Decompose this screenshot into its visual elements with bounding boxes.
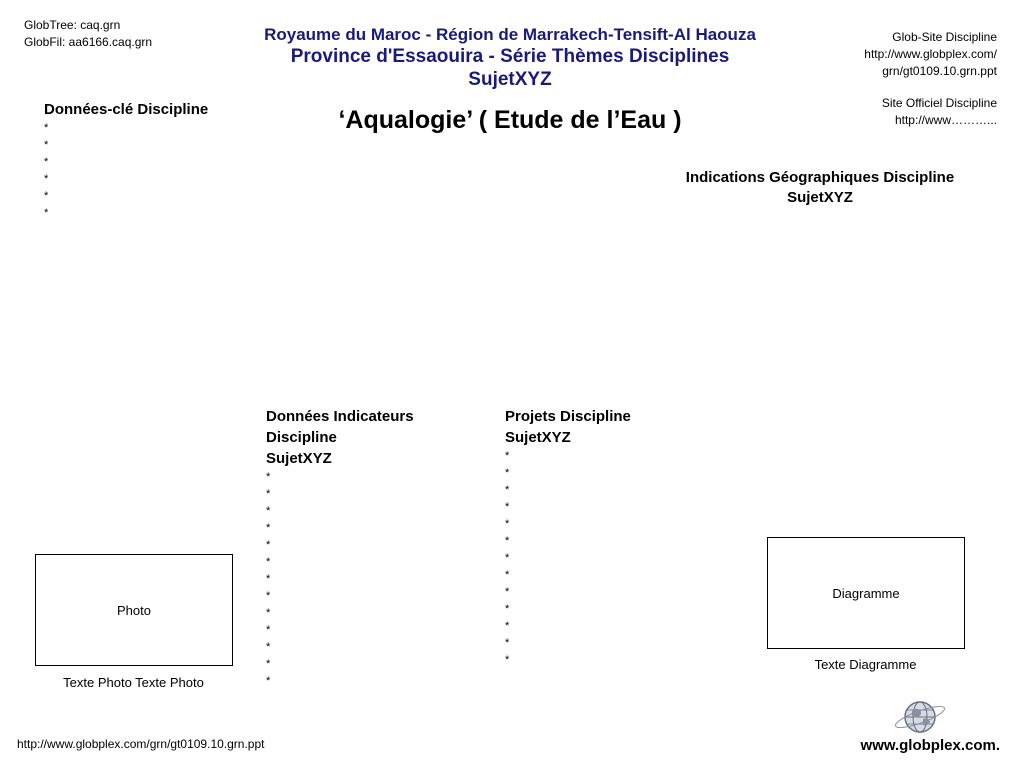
geo-heading: Indications Géographiques Discipline <box>685 169 955 186</box>
list-item: * <box>505 586 510 598</box>
donnees-cle-section <box>44 99 208 222</box>
list-item: * <box>44 173 49 185</box>
list-item: * <box>505 552 510 564</box>
footer-url[interactable]: http://www.globplex.com/grn/gt0109.10.grn.ppt <box>17 737 265 751</box>
list-item: * <box>266 556 271 568</box>
projets-section <box>505 406 631 669</box>
list-item: * <box>44 190 49 202</box>
official-site-url[interactable]: http://www………... <box>894 113 997 127</box>
official-site-label: Site Officiel Discipline <box>881 96 997 110</box>
photo-caption: Texte Photo Texte Photo <box>63 675 204 690</box>
list-item: * <box>505 450 510 462</box>
header-subject: SujetXYZ <box>468 69 552 90</box>
header-province: Province d'Essaouira - Série Thèmes Disciplines <box>290 46 730 67</box>
diagram-label: Diagramme <box>832 585 900 601</box>
list-item: * <box>266 624 271 636</box>
globe-logo-icon <box>890 697 950 737</box>
list-item: * <box>266 641 271 653</box>
list-item: * <box>266 675 271 687</box>
globtree-info <box>24 17 152 51</box>
glob-site-url-part1[interactable]: http://www.globplex.com/ <box>864 47 997 61</box>
donnees-cle-list <box>44 120 208 222</box>
header-region: Royaume du Maroc - Région de Marrakech-Tensift-Al Haouza <box>264 25 756 44</box>
list-item: * <box>266 471 271 483</box>
photo-label: Photo <box>117 602 151 618</box>
list-item: * <box>505 637 510 649</box>
indicateurs-section <box>266 406 414 690</box>
diagram-placeholder <box>767 537 965 649</box>
list-item: * <box>505 569 510 581</box>
list-item: * <box>266 522 271 534</box>
geo-subject: SujetXYZ <box>787 189 853 206</box>
list-item: * <box>505 654 510 666</box>
geo-section <box>650 168 990 208</box>
list-item: * <box>505 484 510 496</box>
list-item: * <box>44 156 49 168</box>
list-item: * <box>44 122 49 134</box>
list-item: * <box>505 518 510 530</box>
projets-heading: Projets Discipline <box>505 408 631 425</box>
indicateurs-heading-1: Données Indicateurs <box>266 408 414 425</box>
donnees-cle-heading: Données-clé Discipline <box>44 101 209 118</box>
list-item: * <box>505 467 510 479</box>
list-item: * <box>505 603 510 615</box>
list-item: * <box>266 539 271 551</box>
globtree-line: GlobTree: caq.grn <box>24 18 121 32</box>
photo-placeholder <box>35 554 233 666</box>
indicateurs-list <box>266 469 414 690</box>
list-item: * <box>505 620 510 632</box>
list-item: * <box>44 139 49 151</box>
list-item: * <box>266 590 271 602</box>
list-item: * <box>266 505 271 517</box>
diagram-caption: Texte Diagramme <box>814 657 917 672</box>
list-item: * <box>266 573 271 585</box>
page-header <box>200 25 820 91</box>
list-item: * <box>505 535 510 547</box>
glob-site-label: Glob-Site Discipline <box>892 30 997 44</box>
footer-site-link[interactable]: www.globplex.com. <box>860 737 1000 754</box>
list-item: * <box>266 607 271 619</box>
glob-site-url-part2[interactable]: grn/gt0109.10.grn.ppt <box>882 64 997 78</box>
list-item: * <box>505 501 510 513</box>
list-item: * <box>266 488 271 500</box>
projets-subject: SujetXYZ <box>505 429 571 446</box>
page-title: ‘Aqualogie’ ( Etude de l’Eau ) <box>338 106 682 134</box>
projets-list <box>505 448 631 669</box>
glob-site-info <box>864 29 997 80</box>
list-item: * <box>44 207 49 219</box>
official-site-info <box>882 95 997 129</box>
indicateurs-heading-3: SujetXYZ <box>266 450 332 467</box>
globfil-line: GlobFil: aa6166.caq.grn <box>24 35 153 49</box>
indicateurs-heading-2: Discipline <box>266 429 337 446</box>
list-item: * <box>266 658 271 670</box>
